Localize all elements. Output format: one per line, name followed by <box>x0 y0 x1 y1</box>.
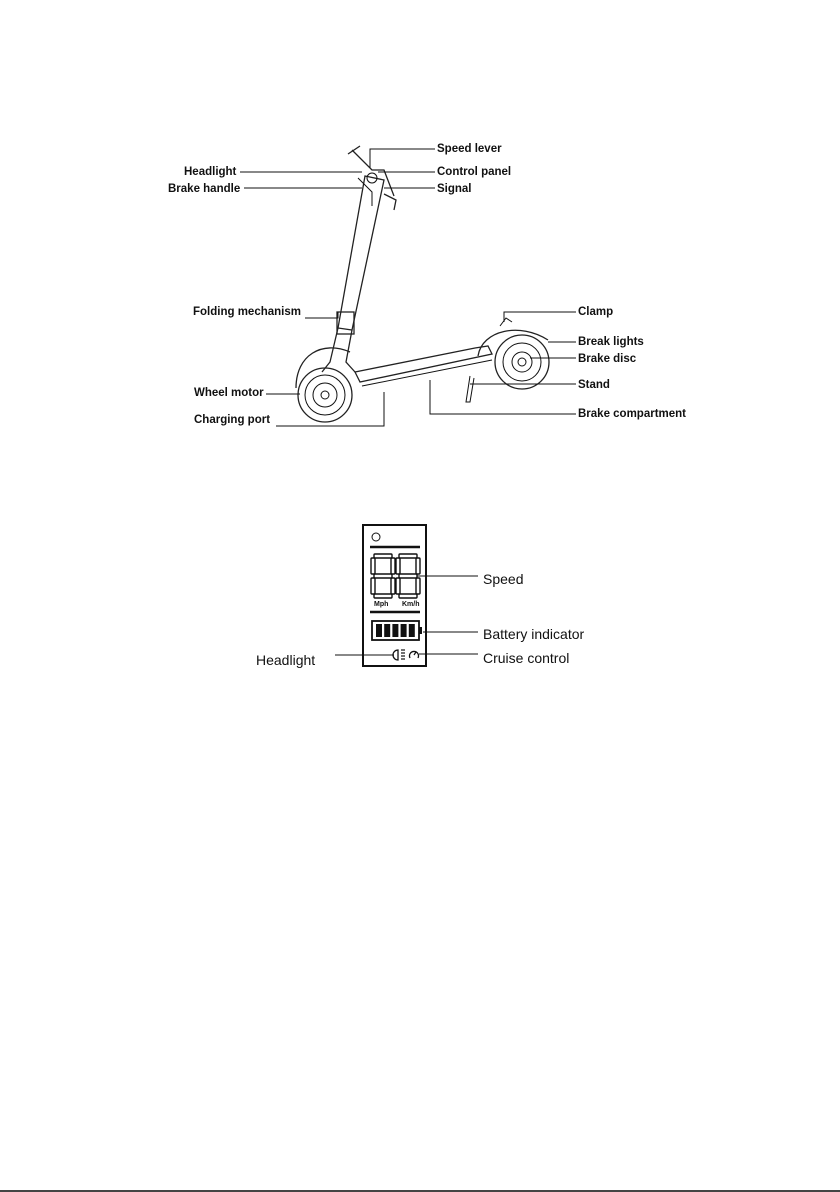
battery-bar <box>392 624 398 637</box>
label-display-headlight: Headlight <box>256 652 316 668</box>
label-cruise-control: Cruise control <box>483 650 570 666</box>
battery-bar <box>409 624 415 637</box>
display-panel <box>363 525 426 666</box>
stem <box>338 176 384 330</box>
unit-kmh: Km/h <box>402 601 420 608</box>
label-battery-indicator: Battery indicator <box>483 626 585 642</box>
front-wheel <box>298 368 352 422</box>
unit-mph: Mph <box>374 601 389 608</box>
kickstand <box>466 376 474 402</box>
rear-clamp <box>500 318 512 326</box>
battery-bar <box>401 624 407 637</box>
label-brake-disc: Brake disc <box>578 353 637 365</box>
fork <box>322 328 338 372</box>
label-headlight: Headlight <box>184 166 237 178</box>
rear-wheel <box>495 335 549 389</box>
label-control-panel: Control panel <box>437 166 512 178</box>
right-grip <box>384 194 396 210</box>
label-stand: Stand <box>578 379 610 391</box>
scooter-illustration <box>296 146 549 422</box>
label-break-lights: Break lights <box>578 336 644 348</box>
label-wheel-motor: Wheel motor <box>194 387 264 399</box>
label-speed-lever: Speed lever <box>437 143 502 155</box>
label-signal: Signal <box>437 183 472 195</box>
label-brake-compartment: Brake compartment <box>578 408 687 420</box>
rear-fender <box>478 330 548 356</box>
battery-bar <box>384 624 390 637</box>
label-speed: Speed <box>483 571 524 587</box>
label-charging-port: Charging port <box>194 414 271 426</box>
label-clamp: Clamp <box>578 306 614 318</box>
label-brake-handle: Brake handle <box>168 183 241 195</box>
label-folding-mechanism: Folding mechanism <box>193 306 301 318</box>
scooter-callout-lines <box>240 149 576 426</box>
deck-underside <box>362 360 492 386</box>
battery-bars <box>376 624 415 637</box>
battery-bar <box>376 624 382 637</box>
